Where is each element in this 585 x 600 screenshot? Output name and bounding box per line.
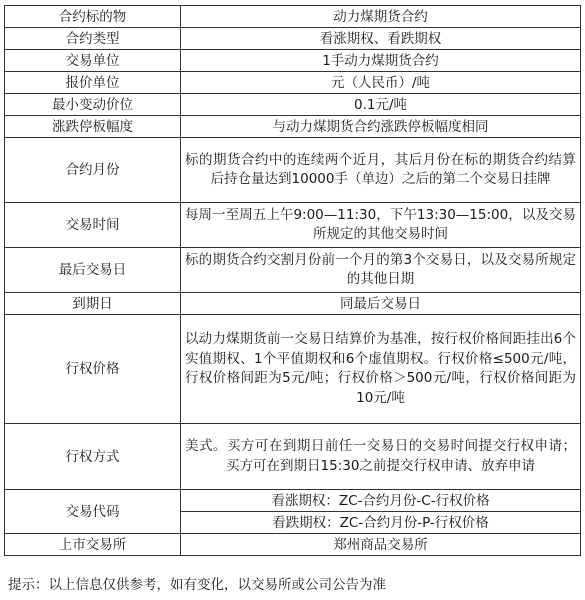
table-row <box>5 6 581 28</box>
table-row <box>5 490 581 512</box>
row-value: 0.1元/吨 <box>181 94 581 116</box>
row-value: 看涨期权、看跌期权 <box>181 28 581 50</box>
disclaimer-note: 提示：以上信息仅供参考，如有变化，以交易所或公司公告为准 <box>8 577 386 593</box>
row-value: 每周一至周五上午9:00—11:30，下午13:30—15:00，以及交易所规定的其他交易时间 <box>181 203 581 248</box>
row-label: 最后交易日 <box>5 248 181 293</box>
row-value: 标的期货合约中的连续两个近月，其后月份在标的期货合约结算后持仓量达到10000手（单边）之后的第二个交易日挂牌 <box>181 138 581 203</box>
row-label: 最小变动价位 <box>5 94 181 116</box>
table-row <box>5 50 581 72</box>
row-value: 美式。买方可在到期日前任一交易日的交易时间提交行权申请；买方可在到期日15:30之前提交行权申请、放弃申请 <box>181 424 581 490</box>
table-row <box>5 138 581 203</box>
row-label: 交易单位 <box>5 50 181 72</box>
row-value: 以动力煤期货前一交易日结算价为基准，按行权价格间距挂出6个实值期权、1个平值期权和6个虚值期权。行权价格≤500元/吨，行权价格间距为5元/吨；行权价格＞500元/吨，行权价格间距为10元/吨 <box>181 315 581 424</box>
table-row <box>5 28 581 50</box>
table-row <box>5 534 581 556</box>
contract-spec-table <box>4 5 581 556</box>
row-value-secondary: 看跌期权：ZC-合约月份-P-行权价格 <box>181 512 581 534</box>
row-label: 上市交易所 <box>5 534 181 556</box>
row-label: 合约类型 <box>5 28 181 50</box>
row-label: 合约月份 <box>5 138 181 203</box>
row-value: 动力煤期货合约 <box>181 6 581 28</box>
table-row <box>5 248 581 293</box>
row-value: 元（人民币）/吨 <box>181 72 581 94</box>
row-label: 涨跌停板幅度 <box>5 116 181 138</box>
row-value: 标的期货合约交割月份前一个月的第3个交易日，以及交易所规定的其他日期 <box>181 248 581 293</box>
row-label: 报价单位 <box>5 72 181 94</box>
row-value: 郑州商品交易所 <box>181 534 581 556</box>
table-row <box>5 203 581 248</box>
row-label: 交易代码 <box>5 490 181 534</box>
table-row <box>5 72 581 94</box>
row-label: 行权方式 <box>5 424 181 490</box>
row-label: 到期日 <box>5 293 181 315</box>
row-value: 看涨期权：ZC-合约月份-C-行权价格 <box>181 490 581 512</box>
table-row <box>5 94 581 116</box>
table-row <box>5 293 581 315</box>
row-label: 合约标的物 <box>5 6 181 28</box>
row-value: 1手动力煤期货合约 <box>181 50 581 72</box>
row-label: 交易时间 <box>5 203 181 248</box>
table-row <box>5 116 581 138</box>
row-value: 同最后交易日 <box>181 293 581 315</box>
table-row <box>5 315 581 424</box>
row-label: 行权价格 <box>5 315 181 424</box>
row-value: 与动力煤期货合约涨跌停板幅度相同 <box>181 116 581 138</box>
table-row <box>5 424 581 490</box>
